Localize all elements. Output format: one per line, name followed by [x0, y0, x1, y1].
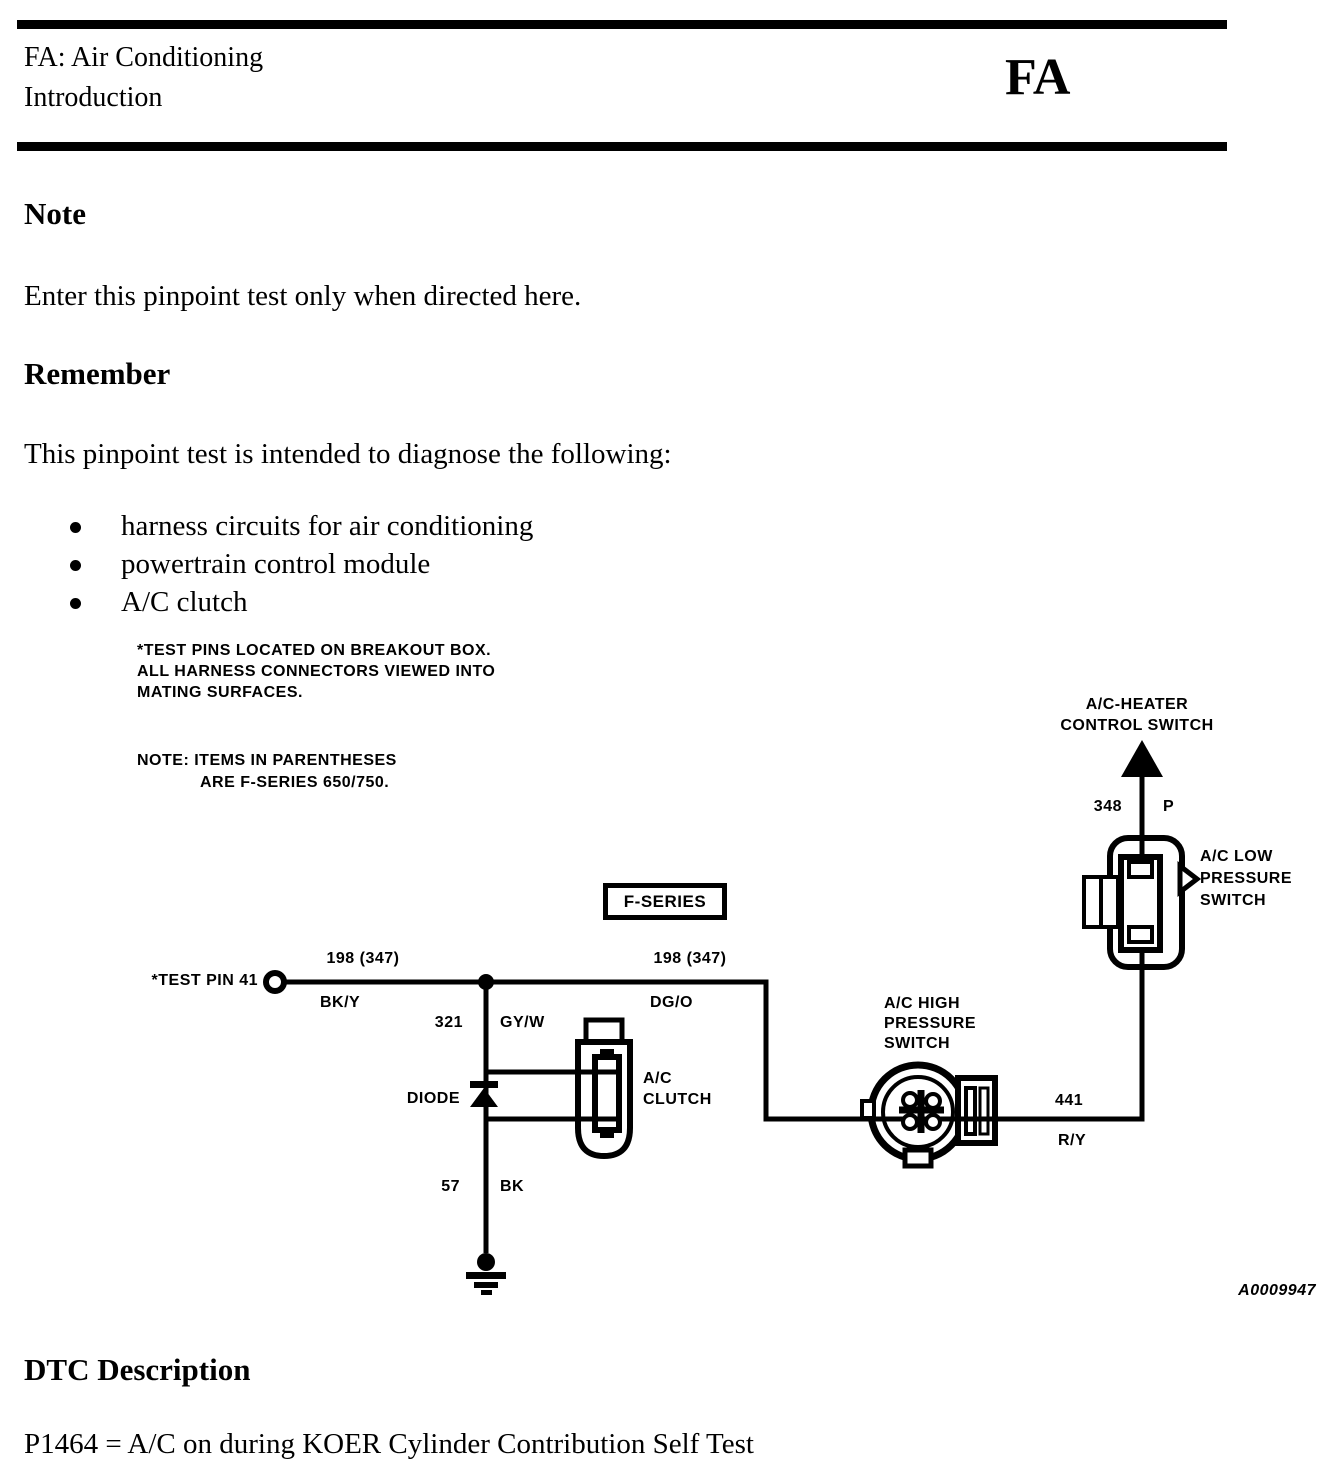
- wire-57-number: 57: [441, 1178, 460, 1195]
- heater-switch-line: A/C-HEATER: [1085, 696, 1189, 713]
- wire-198-bky-number: 198 (347): [326, 950, 400, 967]
- remember-intro: This pinpoint test is intended to diagnose the following:: [24, 438, 672, 470]
- bullet-icon: [70, 598, 81, 609]
- diagram-note-breakout: [137, 640, 495, 703]
- ac-clutch-symbol: [486, 1020, 630, 1156]
- heater-switch-line: CONTROL SWITCH: [1060, 717, 1214, 734]
- low-pressure-line: PRESSURE: [1200, 870, 1293, 887]
- header-rule-top: [17, 20, 1227, 29]
- wire-348-color: P: [1163, 798, 1175, 815]
- test-pin-label: *TEST PIN 41: [151, 972, 258, 989]
- diode-label: DIODE: [406, 1090, 460, 1107]
- figure-id: A0009947: [1238, 1282, 1316, 1299]
- remember-heading: Remember: [24, 356, 171, 391]
- diagram-note-parentheses: NOTE: ITEMS IN PARENTHESES: [137, 752, 397, 769]
- wire-321-color: GY/W: [500, 1014, 545, 1031]
- diagram-note-parentheses-2: ARE F-SERIES 650/750.: [200, 774, 390, 791]
- test-pin-terminal-icon: [266, 973, 284, 991]
- ground-icon: [466, 1253, 506, 1295]
- wire-198-bky-color: BK/Y: [320, 994, 361, 1011]
- high-pressure-line: A/C HIGH: [884, 995, 960, 1012]
- junction-dot-icon: [478, 974, 494, 990]
- wire-321-number: 321: [434, 1014, 463, 1031]
- doc-title: FA: Air Conditioning: [24, 42, 264, 73]
- wire-198-dgo-number: 198 (347): [653, 950, 727, 967]
- doc-subtitle: Introduction: [24, 82, 163, 113]
- low-pressure-switch-symbol: [1084, 838, 1197, 967]
- header-rule-bottom: [17, 142, 1227, 151]
- bullet-icon: [70, 560, 81, 571]
- diagram-note-line: *TEST PINS LOCATED ON BREAKOUT BOX.: [137, 642, 492, 659]
- note-heading: Note: [24, 196, 86, 231]
- list-item: [24, 586, 824, 624]
- diagram-note-line: MATING SURFACES.: [137, 684, 303, 701]
- ac-clutch-line: CLUTCH: [643, 1091, 712, 1108]
- low-pressure-switch-label: [1200, 846, 1292, 912]
- wire-57-color: BK: [500, 1178, 525, 1195]
- bullet-icon: [70, 522, 81, 533]
- heater-switch-label: [1037, 694, 1237, 736]
- high-pressure-line: SWITCH: [884, 1035, 951, 1052]
- dtc-body: P1464 = A/C on during KOER Cylinder Contribution Self Test: [24, 1428, 754, 1460]
- remember-bullet-list: [24, 510, 824, 624]
- high-pressure-switch-symbol: [862, 1065, 1142, 1166]
- list-item: [24, 510, 824, 548]
- bullet-text: harness circuits for air conditioning: [121, 510, 534, 542]
- doc-title-block: [24, 38, 263, 118]
- f-series-tag: F-SERIES: [603, 883, 727, 920]
- high-pressure-line: PRESSURE: [884, 1015, 977, 1032]
- ac-clutch-label: [643, 1068, 712, 1110]
- high-pressure-switch-label: [884, 994, 976, 1054]
- low-pressure-line: A/C LOW: [1200, 848, 1273, 865]
- wire-441-color: R/Y: [1058, 1132, 1087, 1149]
- diode-icon: [470, 1081, 498, 1107]
- note-body: Enter this pinpoint test only when directed here.: [24, 280, 582, 312]
- section-code: FA: [1005, 49, 1071, 106]
- up-arrow-icon: [1121, 740, 1163, 777]
- bullet-text: A/C clutch: [121, 586, 248, 618]
- low-pressure-line: SWITCH: [1200, 892, 1267, 909]
- dtc-heading: DTC Description: [24, 1352, 251, 1387]
- wire-198-dgo-color: DG/O: [650, 994, 693, 1011]
- list-item: [24, 548, 824, 586]
- wire-348-number: 348: [1093, 798, 1122, 815]
- bullet-text: powertrain control module: [121, 548, 431, 580]
- wire-441-number: 441: [1055, 1092, 1084, 1109]
- diagram-note-line: ALL HARNESS CONNECTORS VIEWED INTO: [137, 663, 496, 680]
- ac-clutch-line: A/C: [643, 1070, 673, 1087]
